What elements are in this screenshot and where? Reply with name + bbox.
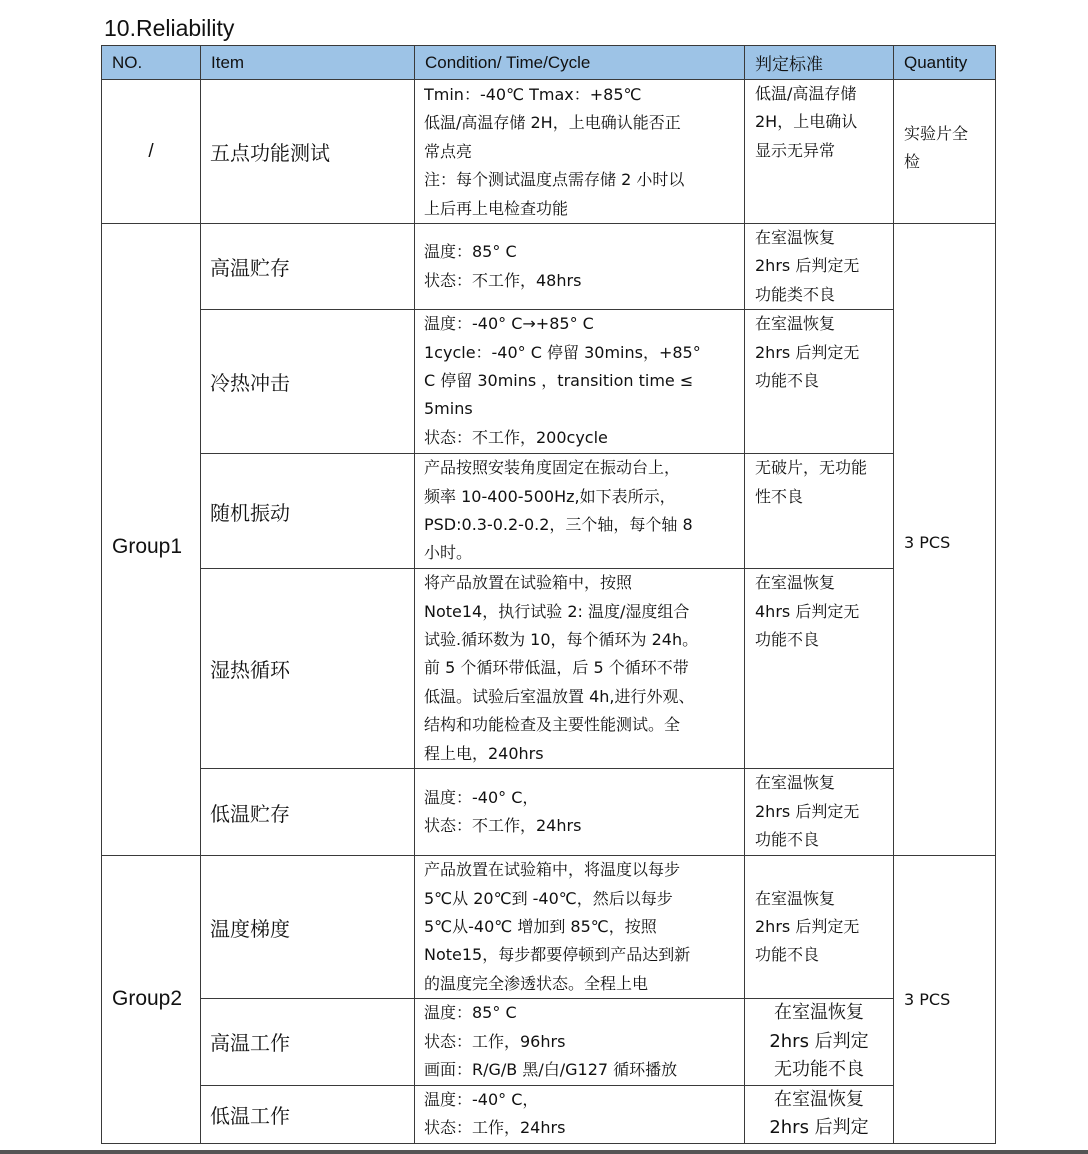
row-criterion: 在室温恢复 2hrs 后判定无 功能类不良: [745, 224, 894, 310]
table-row: [102, 80, 996, 224]
table-row: [102, 999, 996, 1085]
table-row: [102, 224, 996, 310]
row-item: 温度梯度: [201, 856, 415, 999]
table-row: [102, 856, 996, 999]
row-criterion: 在室温恢复 2hrs 后判定无 功能不良: [745, 769, 894, 856]
row-criterion: 在室温恢复 2hrs 后判定 无功能不良: [745, 999, 894, 1085]
header-item: Item: [201, 46, 415, 80]
row-condition: 将产品放置在试验箱中，按照 Note14，执行试验 2: 温度/湿度组合 试验.循环数为 10，每个循环为 24h。 前 5 个循环带低温，后 5 个循环不带 低温。试验后室温放置 4h,进行外观、 结构和功能检查及主要性能测试。全 程上电，240hrs: [415, 569, 745, 769]
row-condition: 温度：85° C 状态：不工作，48hrs: [415, 224, 745, 310]
row-item: 高温工作: [201, 999, 415, 1085]
row-item: 五点功能测试: [201, 80, 415, 224]
table-row: [102, 310, 996, 454]
row-condition: Tmin：-40℃ Tmax：+85℃ 低温/高温存储 2H，上电确认能否正 常点亮 注：每个测试温度点需存储 2 小时以 上后再上电检查功能: [415, 80, 745, 224]
row-item: 湿热循环: [201, 569, 415, 769]
row-criterion: 低温/高温存储 2H，上电确认 显示无异常: [745, 80, 894, 224]
row-condition: 温度：85° C 状态：工作，96hrs 画面：R/G/B 黑/白/G127 循环播放: [415, 999, 745, 1085]
row-item: 随机振动: [201, 454, 415, 569]
row-condition: 产品放置在试验箱中，将温度以每步 5℃从 20℃到 -40℃，然后以每步 5℃从-40℃ 增加到 85℃，按照 Note15，每步都要停顿到产品达到新 的温度完全渗透状态。全程上电: [415, 856, 745, 999]
group1-label: Group1: [102, 224, 201, 856]
header-criterion: 判定标准: [745, 46, 894, 80]
row-criterion: 无破片，无功能 性不良: [745, 454, 894, 569]
header-condition: Condition/ Time/Cycle: [415, 46, 745, 80]
row-item: 低温工作: [201, 1085, 415, 1143]
group2-quantity: 3 PCS: [894, 856, 996, 1143]
table-row: [102, 454, 996, 569]
row-quantity: 实验片全 检: [894, 80, 996, 224]
row-condition: 温度：-40° C， 状态：工作，24hrs: [415, 1085, 745, 1143]
group1-quantity: 3 PCS: [894, 224, 996, 856]
row-condition: 温度：-40° C→+85° C 1cycle：-40° C 停留 30mins，+85° C 停留 30mins ，transition time ≤ 5mins 状态：不工作，200cycle: [415, 310, 745, 454]
row-no: /: [102, 80, 201, 224]
table-row: [102, 769, 996, 856]
row-condition: 温度：-40° C， 状态：不工作，24hrs: [415, 769, 745, 856]
table-row: [102, 569, 996, 769]
page-bottom-divider: [0, 1150, 1088, 1154]
row-criterion: 在室温恢复 2hrs 后判定: [745, 1085, 894, 1143]
row-item: 冷热冲击: [201, 310, 415, 454]
row-item: 高温贮存: [201, 224, 415, 310]
row-item: 低温贮存: [201, 769, 415, 856]
section-title: 10.Reliability: [104, 15, 235, 41]
table-row: [102, 1085, 996, 1143]
row-criterion: 在室温恢复 2hrs 后判定无 功能不良: [745, 310, 894, 454]
header-quantity: Quantity: [894, 46, 996, 80]
row-criterion: 在室温恢复 4hrs 后判定无 功能不良: [745, 569, 894, 769]
group2-label: Group2: [102, 856, 201, 1143]
table-header-row: [102, 46, 996, 80]
row-criterion: 在室温恢复 2hrs 后判定无 功能不良: [745, 856, 894, 999]
header-no: NO.: [102, 46, 201, 80]
row-condition: 产品按照安装角度固定在振动台上， 频率 10-400-500Hz,如下表所示， PSD:0.3-0.2-0.2，三个轴，每个轴 8 小时。: [415, 454, 745, 569]
reliability-table: [101, 45, 996, 1144]
